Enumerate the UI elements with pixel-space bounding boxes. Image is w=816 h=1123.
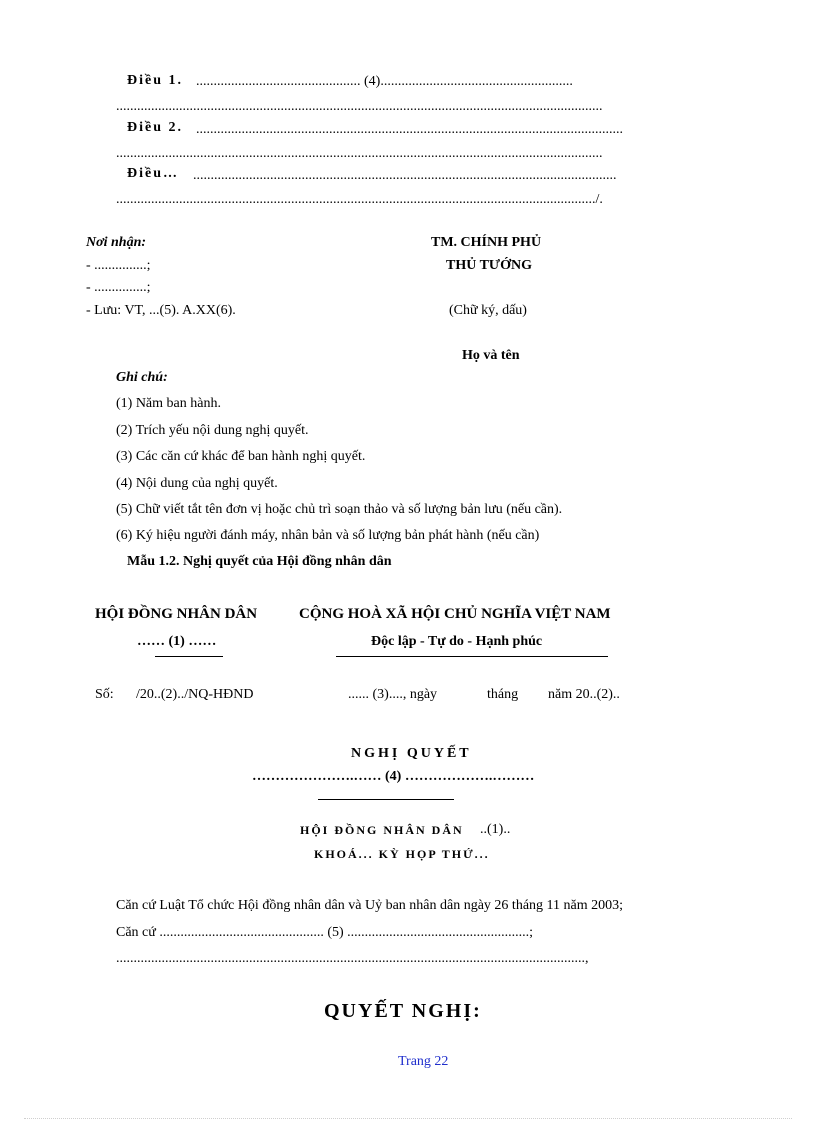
note-item: (5) Chữ viết tắt tên đơn vị hoặc chủ trì soạn thảo và số lượng bản lưu (nếu cần). xyxy=(116,502,563,517)
org-name: HỘI ĐỒNG NHÂN DÂN xyxy=(95,606,258,622)
page-border xyxy=(24,1118,792,1119)
decision-heading: QUYẾT NGHỊ: xyxy=(324,1000,482,1022)
article-1-cont: ........................................................................................................................................... xyxy=(116,99,603,114)
note-item: (3) Các căn cứ khác để ban hành nghị quyết. xyxy=(116,449,366,464)
signature-position: THỦ TƯỚNG xyxy=(446,258,532,273)
note-item: (2) Trích yếu nội dung nghị quyết. xyxy=(116,423,309,438)
signer-name: Họ và tên xyxy=(462,348,520,363)
motto-underline xyxy=(336,656,608,657)
ground-item: Căn cứ ............................................... (5) ....................................................; xyxy=(116,925,534,940)
note-item: (4) Nội dung của nghị quyết. xyxy=(116,476,278,491)
template-title: Mẫu 1.2. Nghị quyết của Hội đồng nhân dân xyxy=(127,554,392,569)
ground-item: ......................................................................................................................................, xyxy=(116,951,589,966)
ground-item: Căn cứ Luật Tổ chức Hội đồng nhân dân và Uỷ ban nhân dân ngày 26 tháng 11 năm 2003; xyxy=(116,898,624,913)
recipient-archive: - Lưu: VT, ...(5). A.XX(6). xyxy=(86,303,236,318)
resolution-subject: ………………….…… (4) ……………….……… xyxy=(252,769,535,784)
country-name: CỘNG HOÀ XÃ HỘI CHỦ NGHĨA VIỆT NAM xyxy=(299,606,611,622)
council-suffix: ..(1).. xyxy=(480,822,511,837)
org-underline xyxy=(155,656,223,657)
article-1-label: Điều 1. xyxy=(127,73,183,88)
article-2-line: .......................................................................................................................... xyxy=(196,122,623,137)
article-n-line: ......................................................................................................................... xyxy=(193,168,617,183)
date-year: năm 20..(2).. xyxy=(548,687,620,702)
doc-number-label: Số: xyxy=(95,687,114,702)
article-2-label: Điều 2. xyxy=(127,120,183,135)
doc-number-value: /20..(2)../NQ-HĐND xyxy=(136,687,254,702)
article-n-label: Điều… xyxy=(127,166,179,181)
recipient-item: - ...............; xyxy=(86,280,151,295)
signature-title: TM. CHÍNH PHỦ xyxy=(431,235,542,250)
note-item: (1) Năm ban hành. xyxy=(116,396,221,411)
session-name: KHOÁ... KỲ HỌP THỨ... xyxy=(314,847,490,861)
date-month: tháng xyxy=(487,687,519,702)
resolution-title: NGHỊ QUYẾT xyxy=(351,746,472,761)
org-sub: …… (1) …… xyxy=(137,634,217,649)
motto: Độc lập - Tự do - Hạnh phúc xyxy=(371,634,543,649)
article-n-cont: ........................................................................................................................................./. xyxy=(116,192,603,207)
note-item: (6) Ký hiệu người đánh máy, nhân bản và số lượng bản phát hành (nếu cần) xyxy=(116,528,540,543)
recipients-title: Nơi nhận: xyxy=(86,235,147,250)
recipient-item: - ...............; xyxy=(86,258,151,273)
subject-underline xyxy=(318,799,454,800)
notes-title: Ghi chú: xyxy=(116,370,168,385)
article-2-cont: ........................................................................................................................................... xyxy=(116,146,603,161)
place-date: ...... (3)...., ngày xyxy=(348,687,438,702)
signature-note: (Chữ ký, dấu) xyxy=(449,303,527,318)
page-number: Trang 22 xyxy=(398,1054,449,1069)
council-name: HỘI ĐỒNG NHÂN DÂN xyxy=(300,823,464,837)
article-1-line: ............................................... (4)....................................................... xyxy=(196,74,573,89)
